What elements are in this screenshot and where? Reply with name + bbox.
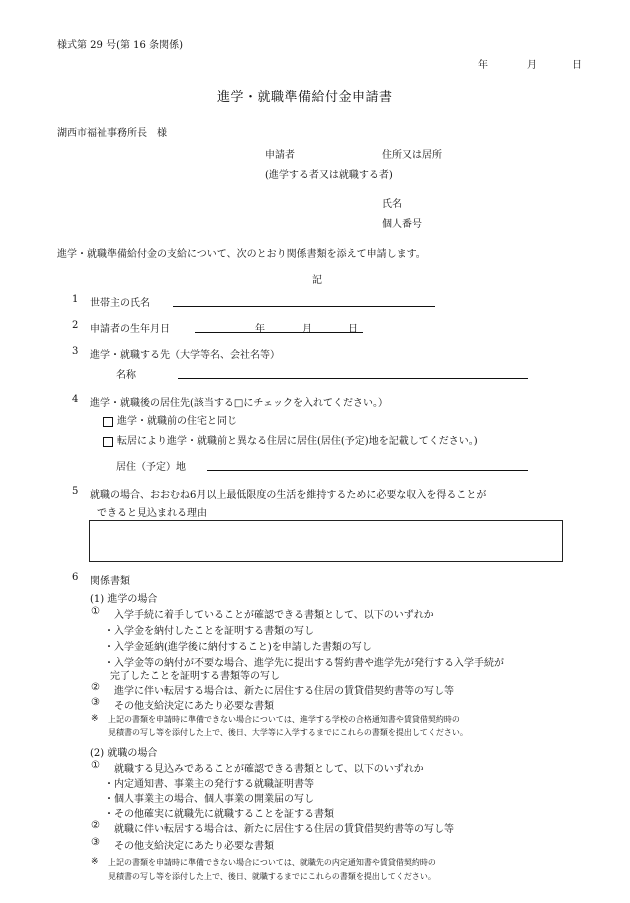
- s1-note-mark: ※: [91, 714, 99, 724]
- s2-c3-mark: ③: [91, 837, 100, 848]
- checkbox-icon[interactable]: [103, 417, 113, 427]
- item-3-label: 進学・就職する先（大学等名、会社名等）: [90, 350, 280, 361]
- s2-c1-mark: ①: [91, 760, 100, 771]
- dob-field[interactable]: [195, 332, 363, 333]
- form-number: 様式第 29 号(第 16 条関係): [57, 40, 183, 51]
- household-head-name-field[interactable]: [173, 306, 435, 307]
- personal-number-label: 個人番号: [382, 219, 422, 230]
- item-2-label: 申請者の生年月日: [90, 324, 170, 335]
- s1-bullet-3b: 完了したことを証明する書類等の写し: [110, 671, 280, 682]
- residence-option-moving[interactable]: [103, 432, 478, 447]
- addressee: 湖西市福祉事務所長 様: [57, 128, 167, 139]
- item-4-number: 4: [72, 394, 79, 405]
- s2-bullet-2: ・個人事業主の場合、個人事業の開業届の写し: [104, 794, 314, 805]
- s1-c2-text: 進学に伴い転居する場合は、新たに居住する住居の賃貸借契約書等の写し等: [114, 686, 454, 697]
- residence-field[interactable]: [207, 470, 528, 471]
- s2-bullet-3: ・その他確実に就職先に就職することを証する書類: [104, 809, 334, 820]
- item-5-number: 5: [72, 486, 79, 497]
- dob-month-label: 月: [302, 324, 312, 335]
- s2-note-mark: ※: [91, 857, 99, 867]
- item-5-line1: 就職の場合、おおむね6月以上最低限度の生活を維持するために必要な収入を得ることが: [90, 490, 487, 501]
- item-1-label: 世帯主の氏名: [90, 298, 150, 309]
- s1-note-line2: 見積書の写し等を添付した上で、後日、大学等に入学するまでにこれらの書類を提出してください。: [108, 728, 468, 737]
- item-6-label: 関係書類: [90, 576, 130, 587]
- residence-option-same[interactable]: [103, 412, 237, 427]
- item-5-line2: できると見込まれる理由: [97, 508, 207, 519]
- residence-option-same-label: 進学・就職前の住宅と同じ: [117, 416, 237, 427]
- s1-bullet-2: ・入学金延納(進学後に納付すること)を申請した書類の写し: [104, 642, 372, 653]
- name-label: 氏名: [382, 199, 402, 210]
- section-2-heading: (2) 就職の場合: [90, 748, 158, 759]
- ki-label: 記: [312, 275, 322, 286]
- s2-note-line1: 上記の書類を申請時に準備できない場合については、就職先の内定通知書や賃貸借契約時の: [108, 858, 436, 867]
- s1-c1-mark: ①: [91, 606, 100, 617]
- intro-text: 進学・就職準備給付金の支給について、次のとおり関係書類を添えて申請します。: [57, 249, 426, 260]
- applicant-sub-label: (進学する者又は就職する者): [265, 170, 393, 181]
- item-3-number: 3: [72, 346, 79, 357]
- s2-note-line2: 見積書の写し等を添付した上で、後日、就職するまでにこれらの書類を提出してください。: [108, 872, 436, 881]
- s1-c1-text: 入学手続に着手していることが確認できる書類として、以下のいずれか: [114, 610, 434, 621]
- s2-c1-text: 就職する見込みであることが確認できる書類として、以下のいずれか: [114, 764, 424, 775]
- s2-bullet-1: ・内定通知書、事業主の発行する就職証明書等: [104, 779, 314, 790]
- s1-note-line1: 上記の書類を申請時に準備できない場合については、進学する学校の合格通知書や賃貸借契約時の: [108, 715, 460, 724]
- s2-c2-text: 就職に伴い転居する場合は、新たに居住する住居の賃貸借契約書等の写し等: [114, 824, 454, 835]
- reason-textbox[interactable]: [89, 520, 563, 562]
- s1-c2-mark: ②: [91, 682, 100, 693]
- page-title: 進学・就職準備給付金申請書: [217, 90, 393, 105]
- date-day-label: 日: [572, 60, 582, 71]
- checkbox-icon[interactable]: [103, 437, 113, 447]
- s1-bullet-3a: ・入学金等の納付が不要な場合、進学先に提出する誓約書や進学先が発行する入学手続が: [104, 658, 504, 669]
- s1-c3-mark: ③: [91, 697, 100, 708]
- destination-name-label: 名称: [116, 370, 136, 381]
- dob-year-label: 年: [255, 324, 265, 335]
- residence-option-moving-label: 転居により進学・就職前と異なる住居に居住(居住(予定)地を記載してください。): [117, 436, 478, 447]
- item-1-number: 1: [72, 294, 79, 305]
- item-6-number: 6: [72, 572, 79, 583]
- s1-bullet-1: ・入学金を納付したことを証明する書類の写し: [104, 626, 314, 637]
- dob-day-label: 日: [348, 324, 358, 335]
- date-month-label: 月: [527, 60, 537, 71]
- residence-label: 居住（予定）地: [116, 462, 186, 473]
- section-1-heading: (1) 進学の場合: [90, 594, 158, 605]
- destination-name-field[interactable]: [178, 378, 528, 379]
- address-label: 住所又は居所: [382, 150, 442, 161]
- s2-c2-mark: ②: [91, 820, 100, 831]
- item-2-number: 2: [72, 320, 79, 331]
- s2-c3-text: その他支給決定にあたり必要な書類: [114, 841, 274, 852]
- s1-c3-text: その他支給決定にあたり必要な書類: [114, 701, 274, 712]
- applicant-label: 申請者: [265, 150, 295, 161]
- item-4-label: 進学・就職後の居住先(該当する□にチェックを入れてください。）: [90, 398, 389, 409]
- date-year-label: 年: [478, 60, 488, 71]
